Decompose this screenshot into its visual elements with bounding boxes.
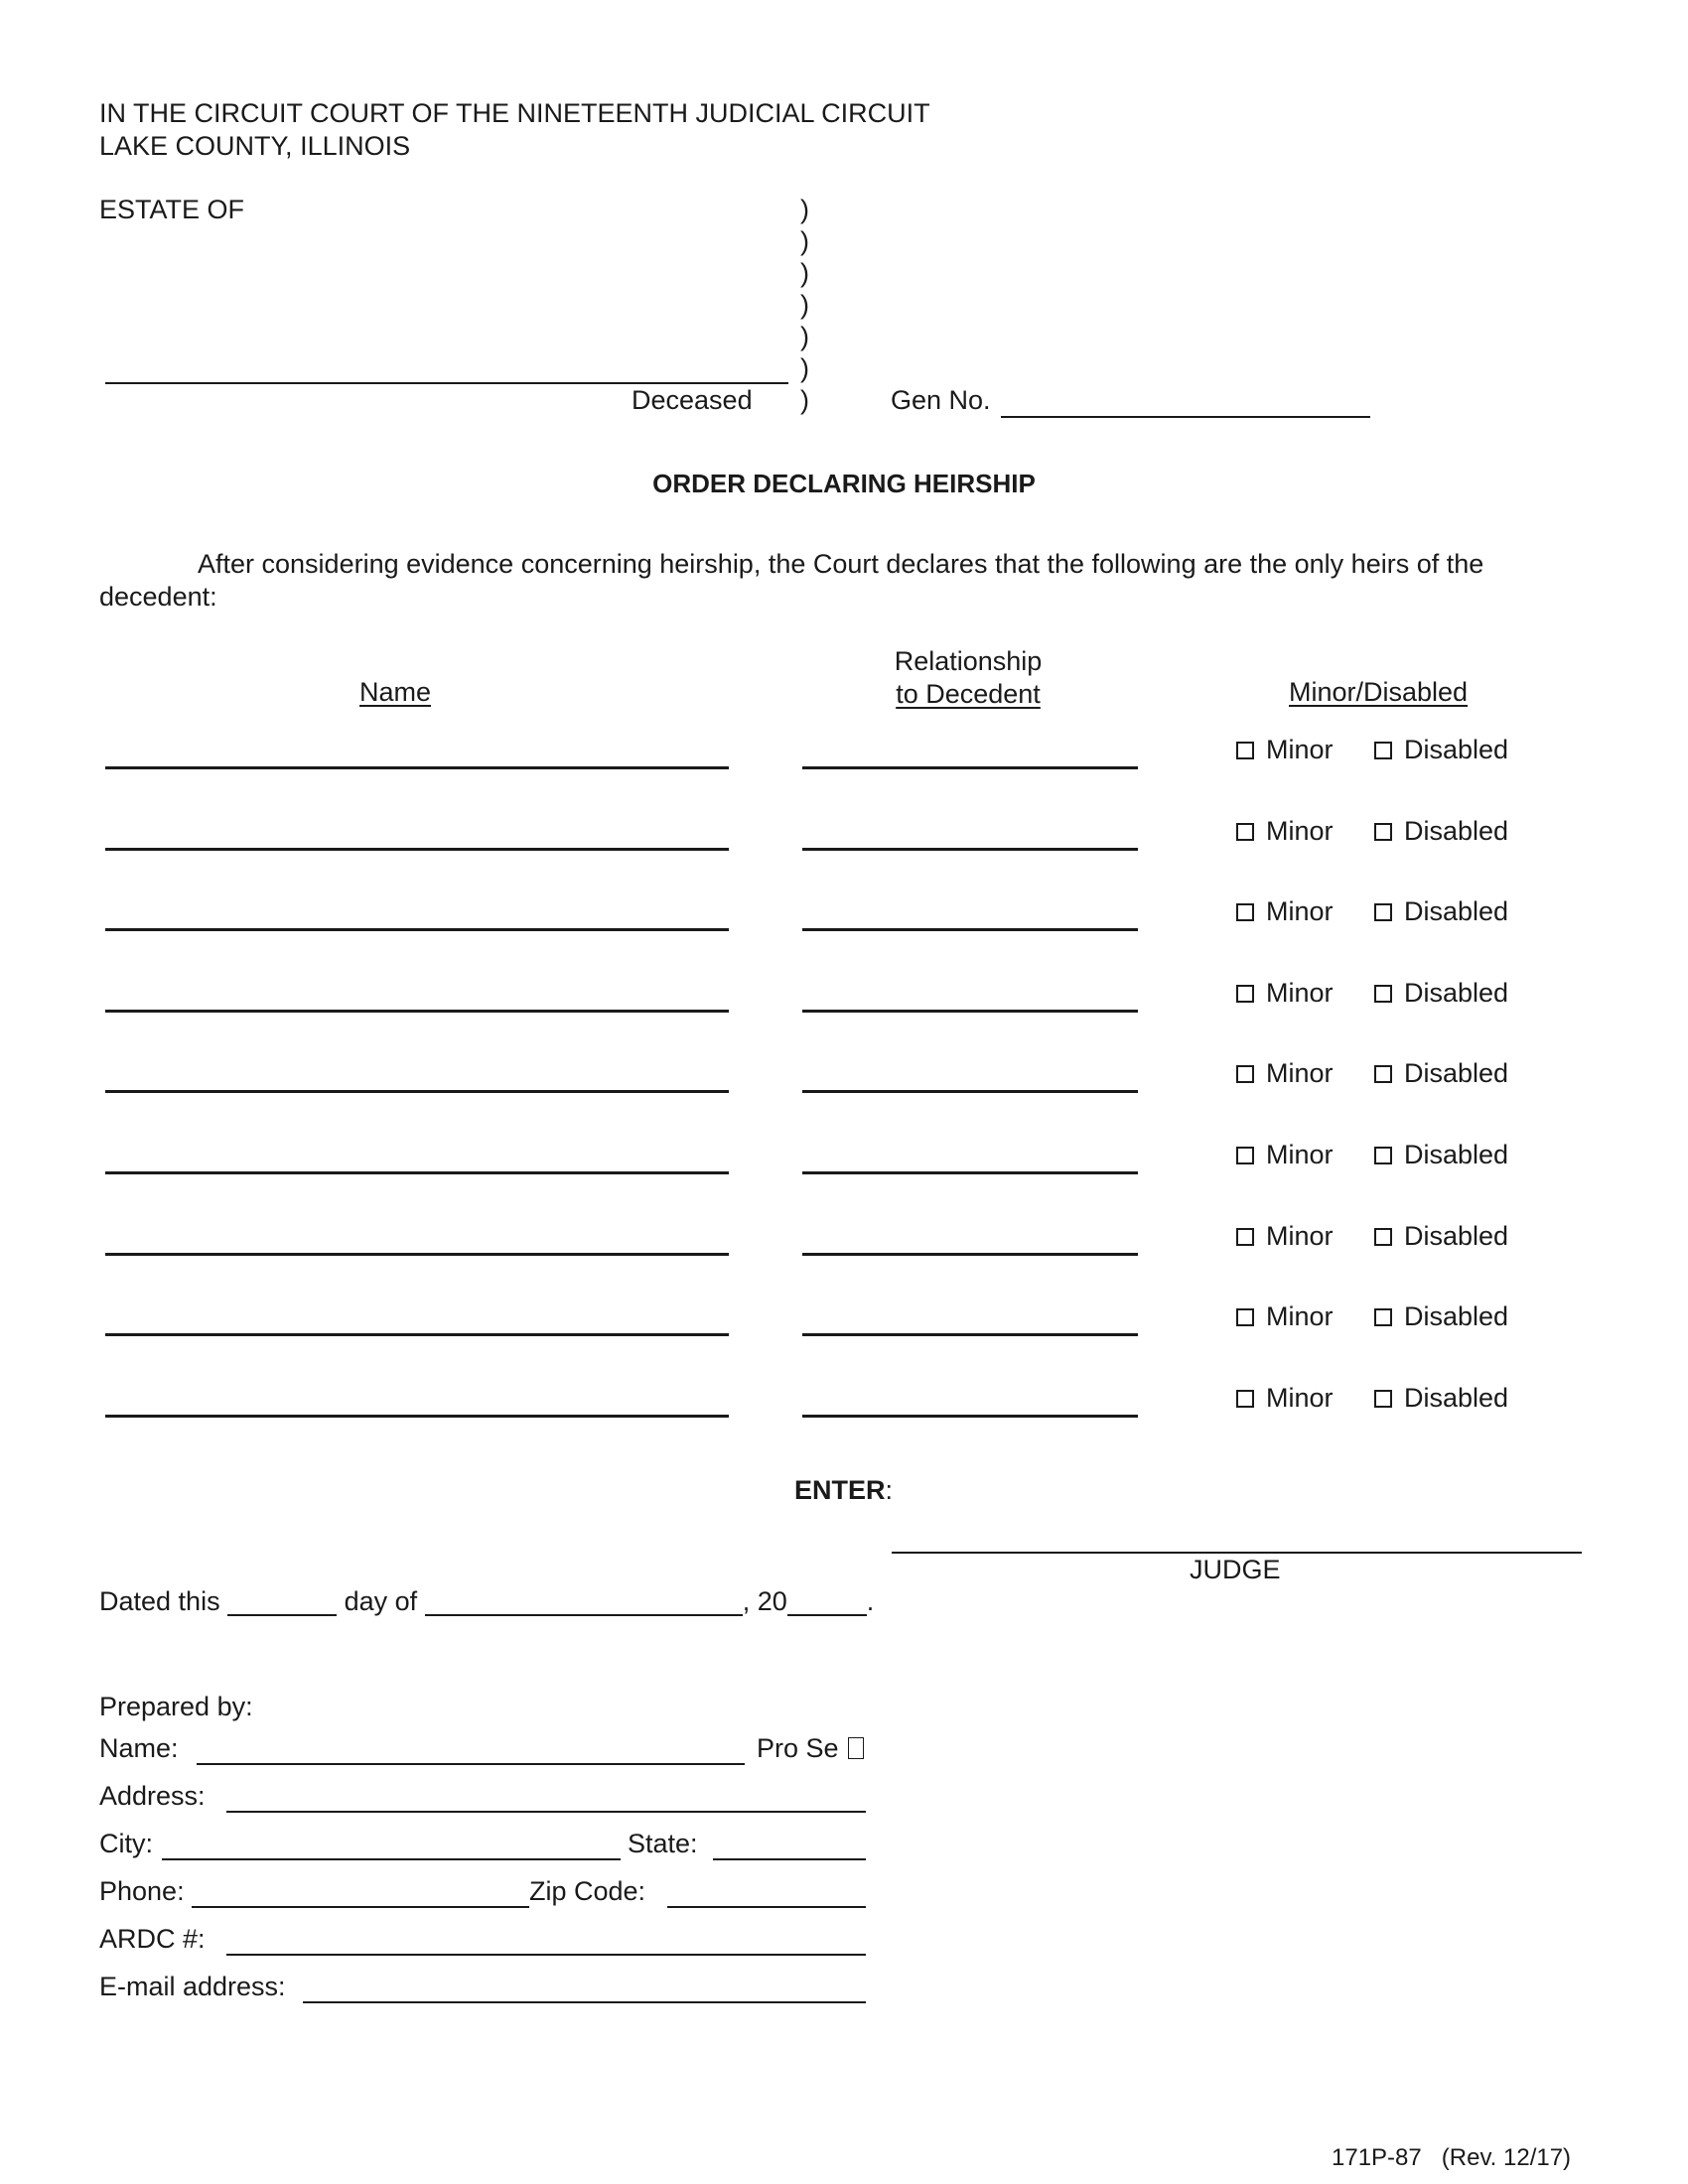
disabled-option[interactable] — [1374, 896, 1508, 927]
year-field[interactable] — [787, 1588, 867, 1616]
heir-relationship-field[interactable] — [802, 1010, 1138, 1013]
pro-se-label: Pro Se — [757, 1733, 839, 1763]
gen-no-field[interactable] — [1001, 416, 1370, 418]
estate-of-label: ESTATE OF — [99, 195, 245, 224]
heir-relationship-field[interactable] — [802, 928, 1138, 931]
city-field[interactable] — [162, 1858, 621, 1860]
dated-line — [99, 1586, 874, 1617]
form-footer — [1332, 2144, 1571, 2172]
disabled-label: Disabled — [1404, 816, 1509, 846]
month-field[interactable] — [425, 1588, 743, 1616]
preparer-name-label: Name: — [99, 1733, 179, 1763]
address-field[interactable] — [226, 1811, 866, 1813]
enter-colon: : — [885, 1475, 894, 1505]
heir-relationship-field[interactable] — [802, 766, 1138, 769]
disabled-checkbox[interactable] — [1374, 1065, 1392, 1083]
minor-label: Minor — [1266, 1058, 1334, 1088]
minor-option[interactable] — [1236, 1140, 1334, 1170]
minor-label: Minor — [1266, 1221, 1334, 1251]
phone-label: Phone: — [99, 1876, 185, 1906]
caption-paren: ) — [800, 353, 809, 383]
disabled-checkbox[interactable] — [1374, 823, 1392, 841]
disabled-option[interactable] — [1374, 1058, 1508, 1089]
minor-checkbox[interactable] — [1236, 1065, 1254, 1083]
caption-paren: ) — [800, 258, 809, 288]
caption-paren: ) — [800, 385, 809, 415]
minor-option[interactable] — [1236, 1221, 1334, 1252]
heir-name-field[interactable] — [105, 848, 729, 851]
ardc-field[interactable] — [226, 1954, 866, 1956]
disabled-label: Disabled — [1404, 1058, 1509, 1088]
minor-checkbox[interactable] — [1236, 1390, 1254, 1408]
dated-period: . — [866, 1586, 875, 1616]
enter-word: ENTER — [794, 1475, 886, 1505]
disabled-option[interactable] — [1374, 735, 1508, 765]
disabled-checkbox[interactable] — [1374, 1228, 1392, 1246]
heir-relationship-field[interactable] — [802, 1253, 1138, 1256]
disabled-option[interactable] — [1374, 816, 1508, 847]
gen-no-label: Gen No. — [891, 385, 991, 415]
form-revision: (Rev. 12/17) — [1441, 2144, 1572, 2171]
day-of-label: day of — [344, 1586, 418, 1616]
heir-name-field[interactable] — [105, 766, 729, 769]
disabled-checkbox[interactable] — [1374, 1147, 1392, 1164]
zip-field[interactable] — [667, 1906, 866, 1908]
minor-option[interactable] — [1236, 1058, 1334, 1089]
disabled-checkbox[interactable] — [1374, 903, 1392, 921]
disabled-option[interactable] — [1374, 978, 1508, 1009]
disabled-label: Disabled — [1404, 1383, 1509, 1413]
state-label: State: — [628, 1829, 698, 1858]
order-title: ORDER DECLARING HEIRSHIP — [652, 469, 1036, 498]
heir-name-field[interactable] — [105, 1090, 729, 1093]
heir-relationship-field[interactable] — [802, 1333, 1138, 1336]
minor-checkbox[interactable] — [1236, 1147, 1254, 1164]
phone-field[interactable] — [192, 1906, 529, 1908]
disabled-option[interactable] — [1374, 1383, 1508, 1414]
disabled-label: Disabled — [1404, 1301, 1509, 1331]
minor-checkbox[interactable] — [1236, 903, 1254, 921]
heir-relationship-field[interactable] — [802, 1090, 1138, 1093]
preparer-name-field[interactable] — [197, 1763, 745, 1765]
intro-line-1: After considering evidence concerning heirship, the Court declares that the following are the only heirs of the — [198, 549, 1484, 579]
relationship-column-header — [874, 645, 1062, 711]
court-header — [99, 97, 930, 163]
caption-paren: ) — [800, 195, 809, 224]
heir-relationship-field[interactable] — [802, 1415, 1138, 1418]
heir-name-field[interactable] — [105, 1010, 729, 1013]
minor-label: Minor — [1266, 1301, 1334, 1331]
disabled-option[interactable] — [1374, 1221, 1508, 1252]
form-number: 171P-87 — [1332, 2144, 1422, 2171]
minor-option[interactable] — [1236, 896, 1334, 927]
caption-paren: ) — [800, 290, 809, 320]
minor-checkbox[interactable] — [1236, 823, 1254, 841]
day-field[interactable] — [227, 1588, 337, 1616]
minor-option[interactable] — [1236, 735, 1334, 765]
pro-se-checkbox[interactable] — [848, 1737, 864, 1759]
city-label: City: — [99, 1829, 153, 1858]
court-name-line: IN THE CIRCUIT COURT OF THE NINETEENTH JUDICIAL CIRCUIT — [99, 98, 930, 128]
minor-checkbox[interactable] — [1236, 985, 1254, 1003]
minor-label: Minor — [1266, 1383, 1334, 1413]
disabled-checkbox[interactable] — [1374, 1390, 1392, 1408]
disabled-label: Disabled — [1404, 1140, 1509, 1169]
heir-name-field[interactable] — [105, 1333, 729, 1336]
email-field[interactable] — [303, 2001, 866, 2003]
heir-name-field[interactable] — [105, 1253, 729, 1256]
minor-label: Minor — [1266, 816, 1334, 846]
state-field[interactable] — [713, 1858, 866, 1860]
ardc-label: ARDC #: — [99, 1924, 206, 1954]
county-line: LAKE COUNTY, ILLINOIS — [99, 131, 411, 161]
decedent-name-line[interactable] — [105, 382, 788, 384]
address-label: Address: — [99, 1781, 206, 1811]
judge-signature-line[interactable] — [892, 1552, 1582, 1554]
minor-checkbox[interactable] — [1236, 1308, 1254, 1326]
relationship-header-line2: to Decedent — [896, 679, 1041, 709]
caption-paren: ) — [800, 322, 809, 351]
pro-se-option[interactable] — [757, 1733, 876, 1764]
heir-name-field[interactable] — [105, 1171, 729, 1174]
disabled-checkbox[interactable] — [1374, 742, 1392, 759]
name-column-header: Name — [359, 677, 432, 707]
heir-relationship-field[interactable] — [802, 1171, 1138, 1174]
minor-disabled-column-header: Minor/Disabled — [1289, 677, 1469, 707]
email-label: E-mail address: — [99, 1972, 286, 2001]
disabled-label: Disabled — [1404, 735, 1509, 764]
disabled-label: Disabled — [1404, 978, 1509, 1008]
intro-line-2: decedent: — [99, 582, 217, 612]
heir-relationship-field[interactable] — [802, 848, 1138, 851]
disabled-checkbox[interactable] — [1374, 985, 1392, 1003]
century-label: , 20 — [742, 1586, 787, 1616]
enter-label — [794, 1475, 893, 1506]
dated-prefix: Dated this — [99, 1586, 220, 1616]
disabled-option[interactable] — [1374, 1140, 1508, 1170]
minor-label: Minor — [1266, 1140, 1334, 1169]
relationship-header-line1: Relationship — [894, 646, 1043, 676]
minor-option[interactable] — [1236, 816, 1334, 847]
minor-label: Minor — [1266, 978, 1334, 1008]
heir-name-field[interactable] — [105, 1415, 729, 1418]
minor-label: Minor — [1266, 896, 1334, 926]
deceased-label: Deceased — [632, 385, 753, 415]
prepared-by-heading: Prepared by: — [99, 1692, 253, 1721]
caption-paren: ) — [800, 226, 809, 256]
minor-checkbox[interactable] — [1236, 742, 1254, 759]
minor-option[interactable] — [1236, 978, 1334, 1009]
disabled-option[interactable] — [1374, 1301, 1508, 1332]
disabled-label: Disabled — [1404, 896, 1509, 926]
minor-option[interactable] — [1236, 1383, 1334, 1414]
zip-label: Zip Code: — [529, 1876, 646, 1906]
heir-name-field[interactable] — [105, 928, 729, 931]
minor-label: Minor — [1266, 735, 1334, 764]
disabled-label: Disabled — [1404, 1221, 1509, 1251]
minor-option[interactable] — [1236, 1301, 1334, 1332]
judge-label: JUDGE — [1190, 1555, 1281, 1584]
minor-checkbox[interactable] — [1236, 1228, 1254, 1246]
disabled-checkbox[interactable] — [1374, 1308, 1392, 1326]
